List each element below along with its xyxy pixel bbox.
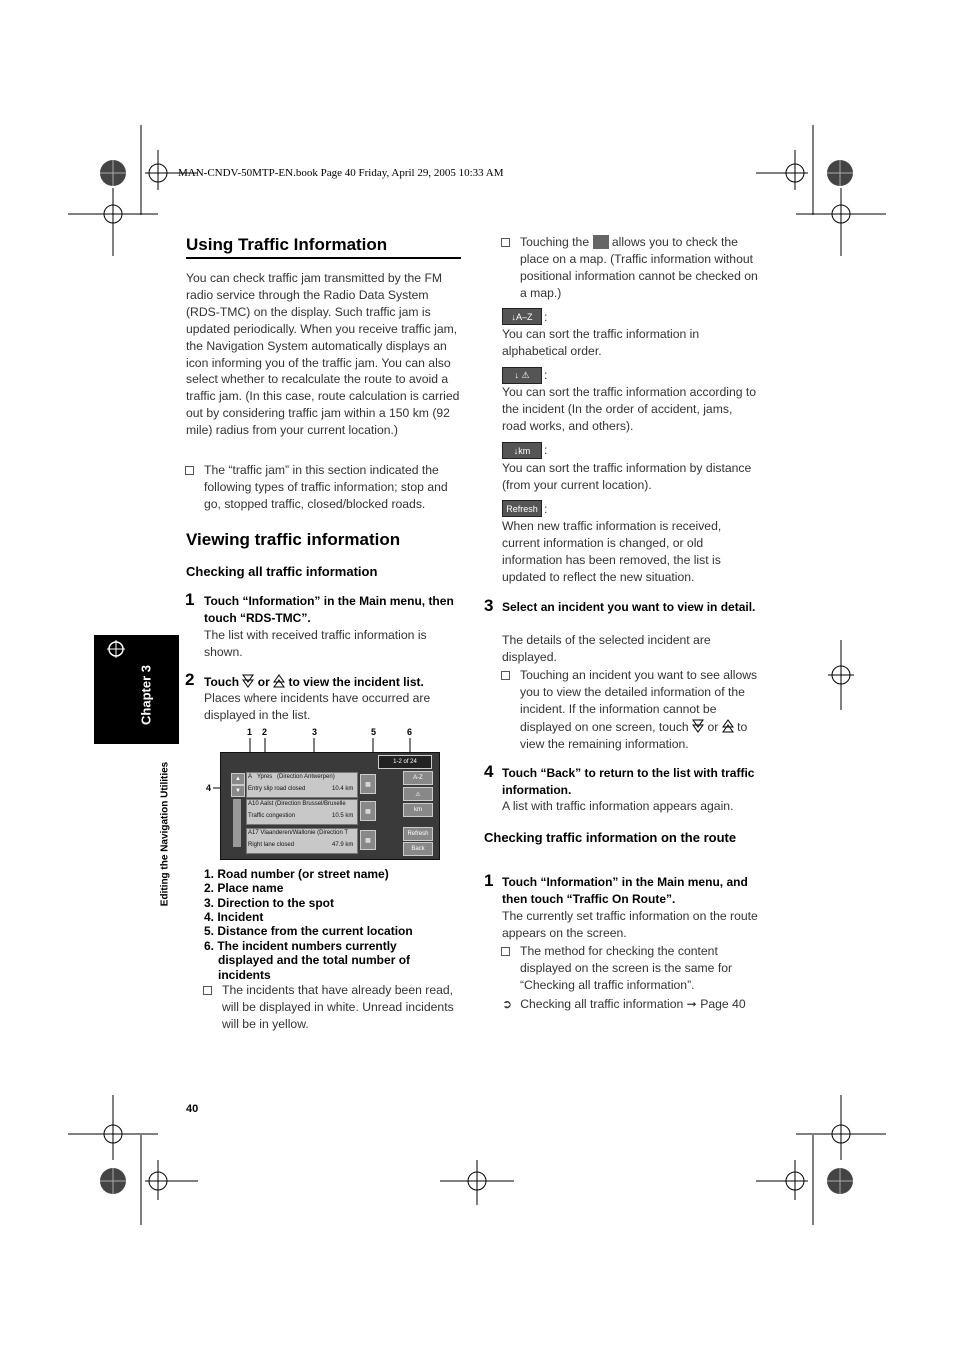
section-label: Editing the Navigation Utilities (159, 761, 171, 907)
legend-item: incidents (218, 968, 271, 982)
incident-counter: 1-2 of 24 (378, 755, 432, 769)
refresh-description: When new traffic information is received, current information is changed, or old information has been removed, the list is updated to reflect the new situation. (502, 519, 722, 584)
sort-description: You can sort the traffic information by distance (from your current location). (502, 461, 752, 492)
distance: 47.9 km (332, 842, 354, 848)
step-title: Touch “Back” to return to the list with traffic information. (502, 766, 755, 797)
note-traffic-jam (204, 462, 462, 513)
button-label: km (518, 445, 531, 456)
sort-description: You can sort the traffic information in alphabetical order. (502, 327, 700, 358)
sort-az-icon: ↓ A–Z (502, 308, 542, 325)
note-bullet (185, 466, 194, 475)
refresh-button[interactable]: Refresh (403, 827, 433, 841)
distance: 10.5 km (332, 813, 354, 819)
legend-item: displayed and the total number of (218, 953, 411, 967)
distance: 10.4 km (332, 786, 354, 792)
down-arrow-icon (692, 718, 704, 734)
callout-4: 4 (206, 783, 212, 793)
incident-type: Traffic congestion (248, 813, 296, 819)
step-title (204, 673, 464, 691)
subsection-title: Checking traffic information on the route (484, 830, 737, 845)
map-button[interactable]: ▦ (360, 830, 376, 850)
refresh-icon (502, 500, 542, 517)
step-body: A list with traffic information appears again. (502, 799, 734, 813)
step-number: 2 (185, 670, 195, 689)
page-number: 40 (186, 1103, 199, 1115)
step-title: Touch “Information” in the Main menu, and then touch “Traffic On Route”. (502, 875, 748, 906)
step-note (520, 943, 758, 994)
colon: : (544, 443, 548, 457)
step-body: The details of the selected incident are displayed. (502, 633, 711, 664)
step-title: Select an incident you want to view in detail. (502, 600, 756, 614)
step-number: 4 (484, 762, 494, 781)
callout-1: 1 (247, 727, 253, 737)
scroll-up-button[interactable]: ▲ (231, 773, 245, 785)
down-arrow-icon (242, 673, 254, 689)
sort-incident-icon: ↓ ⚠ (502, 367, 542, 384)
legend-item: 3. Direction to the spot (204, 896, 335, 910)
callout-3: 3 (312, 727, 318, 737)
cross-reference-text[interactable]: Checking all traffic information ➞ Page 40 (520, 997, 746, 1011)
button-label: Refresh (506, 503, 538, 514)
note-text: The method for checking the content displayed on the screen is the same for “Checking all traffic information”. (520, 944, 733, 992)
back-button[interactable]: Back (403, 842, 433, 856)
section-title: Viewing traffic information (186, 530, 401, 549)
step-number: 1 (185, 590, 195, 609)
scroll-down-button[interactable]: ▼ (231, 785, 245, 797)
sort-km-icon: ↓ km (502, 442, 542, 459)
sort-az-button[interactable]: A-Z (403, 771, 433, 785)
note-bullet (501, 947, 510, 956)
direction: (Direction Antwerpen) (277, 774, 335, 780)
note-bullet (501, 671, 510, 680)
title-rule (186, 257, 461, 259)
callout-5: 5 (371, 727, 377, 737)
note-text: Touching the (520, 235, 590, 249)
map-button[interactable]: ▦ (360, 774, 376, 794)
colon: : (544, 310, 548, 324)
map-icon (593, 235, 609, 249)
subsection-title: Checking all traffic information (186, 564, 378, 579)
note-text: or (707, 719, 719, 734)
note-bullet (203, 986, 212, 995)
button-label: A–Z (515, 311, 533, 322)
chapter-tab (94, 635, 179, 744)
note-map-icon (520, 234, 758, 302)
incident-title: A17 Vlaanderen/Wallonie (Direction T (248, 830, 349, 836)
step-word: to view the incident list. (288, 675, 424, 689)
up-arrow-icon (273, 673, 285, 689)
legend-item: 2. Place name (204, 881, 284, 895)
callout-2: 2 (262, 727, 268, 737)
colon: : (544, 368, 548, 382)
sort-km-button[interactable]: km (403, 803, 433, 817)
place-name: Ypres (257, 774, 273, 780)
note-bullet (501, 238, 510, 247)
device-screenshot (220, 752, 440, 860)
scrollbar[interactable] (233, 799, 241, 847)
legend-item: 4. Incident (204, 910, 264, 924)
incident-title: A10 Aalst (Direction Brussel/Bruxelle (248, 801, 346, 807)
up-arrow-icon (722, 718, 734, 734)
note-text: to view the remaining information. (520, 719, 748, 751)
step-number: 1 (484, 871, 494, 890)
chapter-label: Chapter 3 (138, 665, 154, 725)
note-text: Touching an incident you want to see allows you to view the detailed information of the incident. If the information cannot be displayed on one screen, touch (520, 668, 758, 734)
step-number: 3 (484, 596, 494, 615)
legend-item: 6. The incident numbers currently (204, 939, 397, 953)
map-button[interactable]: ▦ (360, 801, 376, 821)
incident-type: Entry slip road closed (248, 786, 306, 792)
note-text: The incidents that have already been read, will be displayed in white. Unread incidents will be in yellow. (222, 983, 454, 1031)
callout-6: 6 (407, 727, 413, 737)
incident-type: Right lane closed (248, 842, 295, 848)
cross-reference-icon: ➲ (502, 997, 513, 1011)
cross-reference[interactable] (502, 996, 764, 1013)
incident-row[interactable] (246, 828, 358, 854)
legend-item: 1. Road number (or street name) (204, 867, 389, 881)
crosshair-icon (106, 639, 126, 659)
note-text: allows you to check the place on a map. (Traffic information without positional information cannot be checked on a map.) (520, 235, 758, 300)
incident-row[interactable] (246, 772, 358, 798)
incident-row[interactable] (246, 799, 358, 825)
step-title: Touch “Information” in the Main menu, then touch “RDS-TMC”. (204, 594, 454, 625)
note-read-incidents (222, 982, 462, 1033)
colon: : (544, 502, 548, 516)
step-note (520, 667, 758, 753)
intro-paragraph: You can check traffic jam transmitted by the FM radio service through the Radio Data System (RDS-TMC) on the display. Such traffic jam is updated periodically. When you receive traffic jam, the Navigation System automatically displays an icon informing you of the traffic jam. You can also select whether to recalculate the route to avoid a traffic jam. (In this case, route calculation is carried out by considering traffic jam within a 150 km (92 mile) radius from your current location.) (186, 271, 460, 438)
step-word: or (257, 675, 270, 689)
page-title: Using Traffic Information (186, 235, 388, 254)
road-number: A (248, 774, 253, 780)
file-info-header: MAN-CNDV-50MTP-EN.book Page 40 Friday, April 29, 2005 10:33 AM (178, 167, 504, 179)
step-body: The list with received traffic information is shown. (204, 628, 427, 659)
legend-item: 5. Distance from the current location (204, 924, 413, 938)
step-body: The currently set traffic information on the route appears on the screen. (502, 909, 758, 940)
step-body: Places where incidents have occurred are displayed in the list. (204, 691, 431, 722)
sort-description: You can sort the traffic information according to the incident (In the order of accident, jams, road works, and others). (502, 385, 757, 433)
step-word: Touch (204, 675, 240, 689)
sort-incident-button[interactable]: ⚠ (403, 787, 433, 801)
note-text: The “traffic jam” in this section indicated the following types of traffic information; stop and go, stopped traffic, closed/blocked roads. (204, 463, 448, 511)
